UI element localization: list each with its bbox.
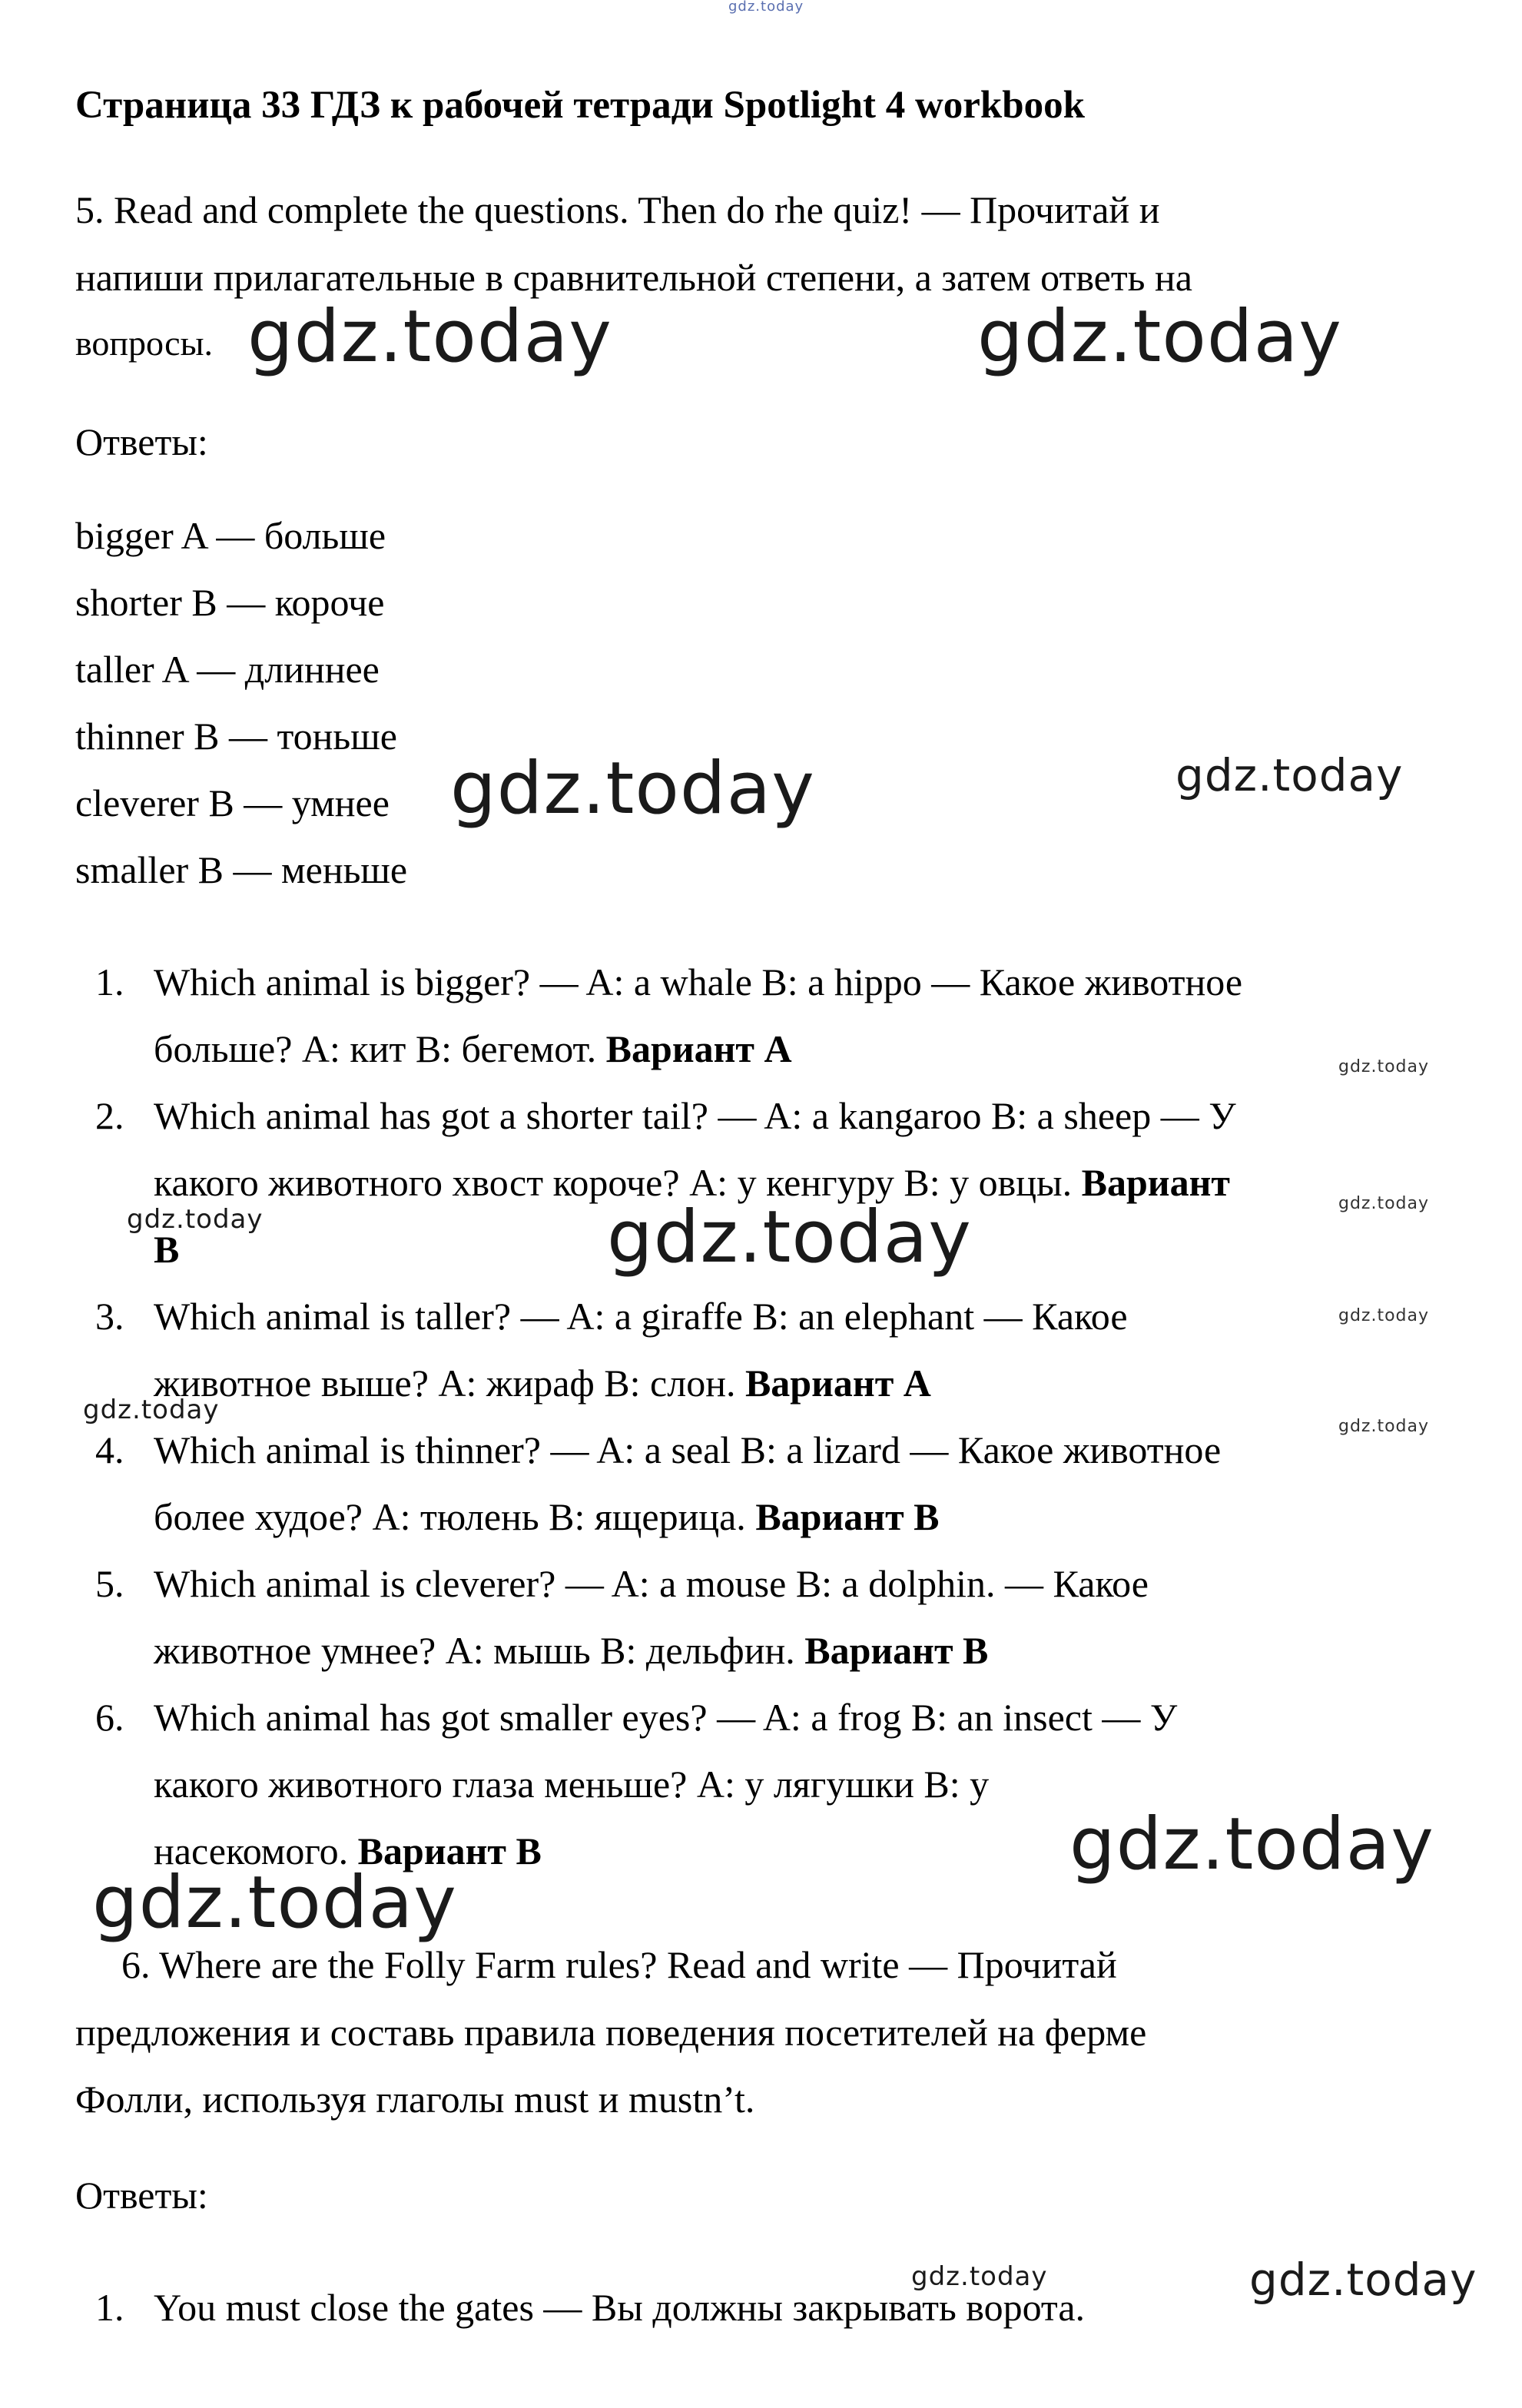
watermark: gdz.today [911, 2261, 1048, 2292]
rule-item: You must close the gates — Вы должны закрывать ворота. [154, 2286, 1086, 2329]
question-line-1: Which animal has got a shorter tail? — A: a kangaroo B: a sheep — У [154, 1094, 1236, 1137]
question-line-1: Which animal is thinner? — A: a seal B: a lizard — Какое животное [154, 1428, 1222, 1471]
question-line-2: какого животного глаза меньше? A: у лягушки B: у [154, 1763, 990, 1806]
answer-item: taller A — длиннее [75, 648, 380, 691]
question-number: 4. [95, 1428, 124, 1471]
watermark: gdz.today [1338, 1306, 1430, 1325]
watermark: gdz.today [1175, 749, 1404, 801]
watermark: gdz.today [607, 1196, 972, 1279]
question-answer: Вариант A [744, 1362, 931, 1405]
watermark: gdz.today [1338, 1194, 1430, 1213]
question-line-1: Which animal is bigger? — A: a whale B: a hippo — Какое животное [154, 960, 1243, 1003]
watermark: gdz.today [247, 295, 612, 379]
question-answer-continued: B [154, 1228, 180, 1271]
question-line-3: насекомого. Вариант B [154, 1829, 542, 1872]
question-answer: Вариант B [804, 1629, 989, 1672]
question-line-1: Which animal has got smaller eyes? — A: a frog B: an insect — У [154, 1696, 1178, 1739]
question-answer: Вариант A [605, 1027, 792, 1070]
answer-item: smaller B — меньше [75, 848, 408, 891]
watermark: gdz.today [83, 1395, 220, 1425]
question-answer: Вариант B [357, 1829, 542, 1872]
watermark: gdz.today [1338, 1057, 1430, 1076]
question-number: 6. [95, 1696, 124, 1739]
question-line-1: Which animal is cleverer? — A: a mouse B: a dolphin. — Какое [154, 1562, 1149, 1605]
ex5-answers-label: Ответы: [75, 420, 208, 463]
rule-number: 1. [95, 2286, 124, 2329]
question-line-2: животное умнее? A: мышь B: дельфин. Вариант B [154, 1629, 989, 1672]
ex5-instruction-line-3: вопросы. [75, 323, 213, 363]
question-line-2: более худое? A: тюлень B: ящерица. Вариант B [154, 1495, 940, 1538]
ex5-instruction-line-1: 5. Read and complete the questions. Then do rhe quiz! — Прочитай и [75, 188, 1160, 231]
watermark: gdz.today [127, 1204, 264, 1235]
watermark: gdz.today [977, 295, 1342, 379]
ex6-instruction-line-2: предложения и составь правила поведения посетителей на ферме [75, 2011, 1147, 2054]
question-number: 2. [95, 1094, 124, 1137]
answer-item: bigger A — больше [75, 514, 386, 557]
ex6-instruction-line-1: 6. Where are the Folly Farm rules? Read and write — Прочитай [121, 1943, 1117, 1986]
question-answer: Вариант B [755, 1495, 940, 1538]
page-title: Страница 33 ГДЗ к рабочей тетради Spotlight 4 workbook [75, 84, 1085, 127]
answer-item: shorter B — короче [75, 581, 385, 624]
question-number: 3. [95, 1295, 124, 1338]
question-line-2: больше? A: кит B: бегемот. Вариант A [154, 1027, 792, 1070]
watermark: gdz.today [1338, 1417, 1430, 1436]
answer-item: cleverer B — умнее [75, 781, 390, 824]
question-line-2: животное выше? A: жираф B: слон. Вариант A [154, 1362, 931, 1405]
watermark: gdz.today [450, 747, 815, 831]
question-answer: Вариант [1081, 1161, 1230, 1204]
question-number: 1. [95, 960, 124, 1003]
watermark: gdz.today [1249, 2254, 1477, 2306]
watermark: gdz.today [1069, 1803, 1434, 1886]
question-number: 5. [95, 1562, 124, 1605]
ex6-answers-label: Ответы: [75, 2174, 208, 2217]
ex6-instruction-line-3: Фолли, используя глаголы must и mustn’t. [75, 2078, 755, 2121]
question-line-1: Which animal is taller? — A: a giraffe B: an elephant — Какое [154, 1295, 1128, 1338]
question-line-2: какого животного хвост короче? A: у кенгуру B: у овцы. Вариант [154, 1161, 1230, 1204]
watermark: gdz.today [92, 1861, 457, 1945]
ex5-instruction-line-2: напиши прилагательные в сравнительной степени, а затем ответь на [75, 256, 1192, 299]
watermark-top: gdz.today [728, 0, 804, 15]
answer-item: thinner B — тоньше [75, 715, 397, 758]
